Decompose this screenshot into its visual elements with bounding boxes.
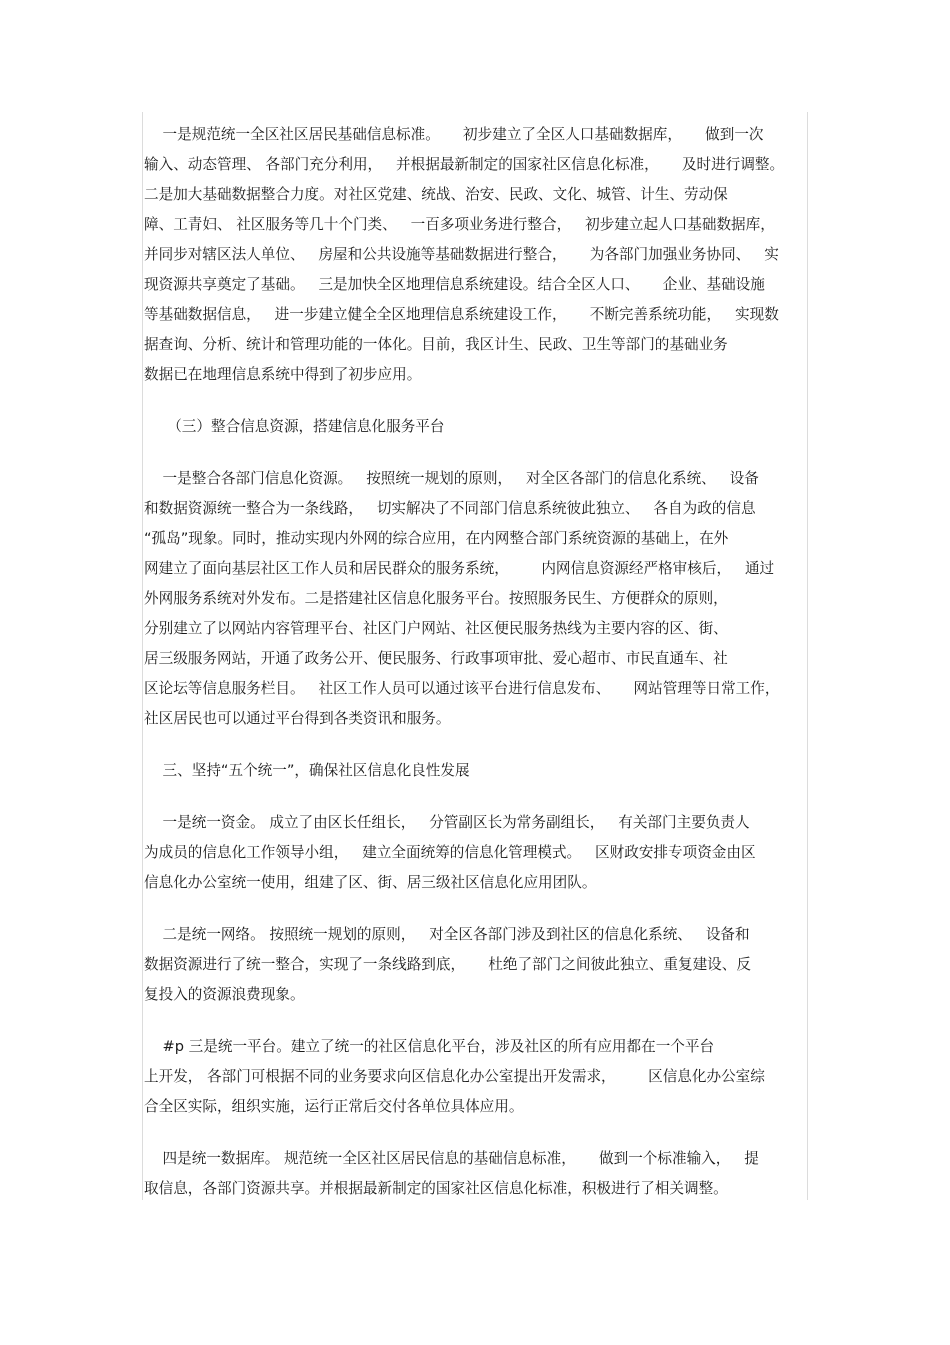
paragraph [144,464,806,734]
paragraph-gap [144,898,806,920]
text-line: 一是整合各部门信息化资源。 按照统一规划的原则， 对全区各部门的信息化系统、 设备 [144,470,759,487]
text-line: 二是加大基础数据整合力度。对社区党建、统战、治安、民政、文化、城管、计生、劳动保 [144,186,728,203]
text-line: 网建立了面向基层社区工作人员和居民群众的服务系统， 内网信息资源经严格审核后， 通过 [144,560,775,577]
text-line: 现资源共享奠定了基础。 三是加快全区地理信息系统建设。结合全区人口、 企业、基础设施 [144,276,765,293]
text-line: 居三级服务网站，开通了政务公开、便民服务、行政事项审批、爱心超市、市民直通车、社 [144,650,728,667]
text-line: 四是统一数据库。 规范统一全区社区居民信息的基础信息标准， 做到一个标准输入， 提 [144,1150,759,1167]
paragraph-gap [144,734,806,756]
text-line: 合全区实际，组织实施，运行正常后交付各单位具体应用。 [144,1098,524,1115]
paragraph-gap [144,1122,806,1144]
paragraph [144,808,806,898]
text-line: 并同步对辖区法人单位、 房屋和公共设施等基础数据进行整合， 为各部门加强业务协同、 实 [144,246,779,263]
text-line: 据查询、分析、统计和管理功能的一体化。目前，我区计生、民政、卫生等部门的基础业务 [144,336,728,353]
text-line: （三）整合信息资源，搭建信息化服务平台 [144,418,445,435]
paragraph-gap [144,442,806,464]
paragraph [144,920,806,1010]
paragraph [144,1144,806,1204]
text-line: 数据资源进行了统一整合，实现了一条线路到底， 杜绝了部门之间彼此独立、重复建设、反 [144,956,751,973]
text-line: 障、工青妇、 社区服务等几十个门类、 一百多项业务进行整合， 初步建立起人口基础数据库， [144,216,775,233]
document-body [144,120,806,1204]
text-line: 数据已在地理信息系统中得到了初步应用。 [144,366,422,383]
paragraph-gap [144,390,806,412]
text-line: 为成员的信息化工作领导小组， 建立全面统筹的信息化管理模式。 区财政安排专项资金由区 [144,844,756,861]
text-line: 社区居民也可以通过平台得到各类资讯和服务。 [144,710,451,727]
paragraph [144,120,806,390]
text-line: 和数据资源统一整合为一条线路， 切实解决了不同部门信息系统彼此独立、 各自为政的信息 [144,500,756,517]
paragraph-gap [144,1010,806,1032]
text-line: 输入、动态管理、 各部门充分利用， 并根据最新制定的国家社区信息化标准， 及时进行调整。 [144,156,785,173]
text-line: 信息化办公室统一使用，组建了区、街、居三级社区信息化应用团队。 [144,874,597,891]
text-line: 外网服务系统对外发布。二是搭建社区信息化服务平台。按照服务民生、方便群众的原则， [144,590,728,607]
text-line: 区论坛等信息服务栏目。 社区工作人员可以通过该平台进行信息发布、 网站管理等日常工作， [144,680,780,697]
paragraph [144,1032,806,1122]
section-heading [144,412,806,442]
text-line: 一是规范统一全区社区居民基础信息标准。 初步建立了全区人口基础数据库， 做到一次 [144,126,764,143]
text-line: #p 三是统一平台。建立了统一的社区信息化平台，涉及社区的所有应用都在一个平台 [144,1038,715,1055]
text-line: 等基础数据信息， 进一步建立健全全区地理信息系统建设工作， 不断完善系统功能， 实现数 [144,306,779,323]
section-heading [144,756,806,786]
text-line: 上开发， 各部门可根据不同的业务要求向区信息化办公室提出开发需求， 区信息化办公室综 [144,1068,765,1085]
text-line: 二是统一网络。 按照统一规划的原则， 对全区各部门涉及到社区的信息化系统、 设备和 [144,926,750,943]
text-line: “孤岛”现象。同时，推动实现内外网的综合应用，在内网整合部门系统资源的基础上，在外 [144,530,729,547]
paragraph-gap [144,786,806,808]
text-line: 复投入的资源浪费现象。 [144,986,305,1003]
text-line: 分别建立了以网站内容管理平台、社区门户网站、社区便民服务热线为主要内容的区、街、 [144,620,728,637]
text-line: 取信息，各部门资源共享。并根据最新制定的国家社区信息化标准，积极进行了相关调整。 [144,1180,728,1197]
text-line: 一是统一资金。 成立了由区长任组长， 分管副区长为常务副组长， 有关部门主要负责人 [144,814,750,831]
text-line: 三、坚持“五个统一”，确保社区信息化良性发展 [144,762,470,779]
